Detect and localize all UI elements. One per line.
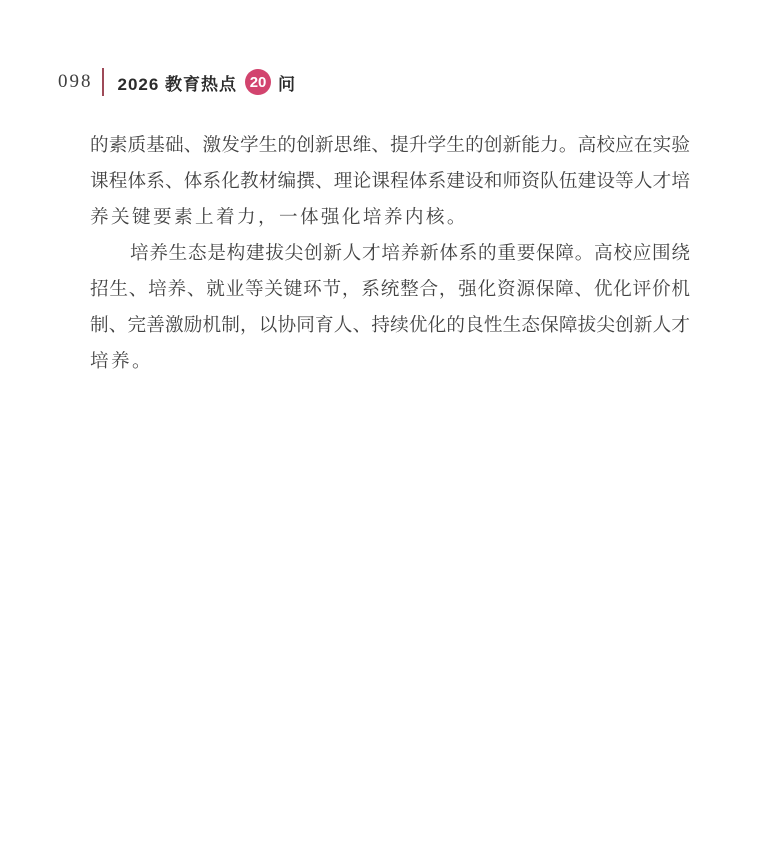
text-line: 课程体系、体系化教材编撰、理论课程体系建设和师资队伍建设等人才培 (90, 171, 690, 192)
page-header (58, 66, 295, 98)
body-text (90, 128, 690, 380)
text-line: 培养生态是构建拔尖创新人才培养新体系的重要保障。高校应围绕 (129, 243, 690, 264)
question-count-badge: 20 (245, 69, 271, 95)
text-line: 培养。 (90, 351, 153, 372)
title-suffix: 问 (278, 74, 296, 94)
text-line: 制、完善激励机制，以协同育人、持续优化的良性生态保障拔尖创新人才 (90, 315, 690, 336)
text-line: 养关键要素上着力，一体强化培养内核。 (90, 207, 468, 228)
paragraph (90, 128, 690, 236)
header-divider (102, 68, 104, 96)
text-line: 招生、培养、就业等关键环节，系统整合，强化资源保障、优化评价机 (90, 279, 690, 300)
series-title: 2026 教育热点 (117, 74, 238, 94)
paragraph (90, 236, 690, 380)
text-line: 的素质基础、激发学生的创新思维、提升学生的创新能力。高校应在实验 (90, 135, 690, 156)
page-number: 098 (58, 71, 93, 92)
